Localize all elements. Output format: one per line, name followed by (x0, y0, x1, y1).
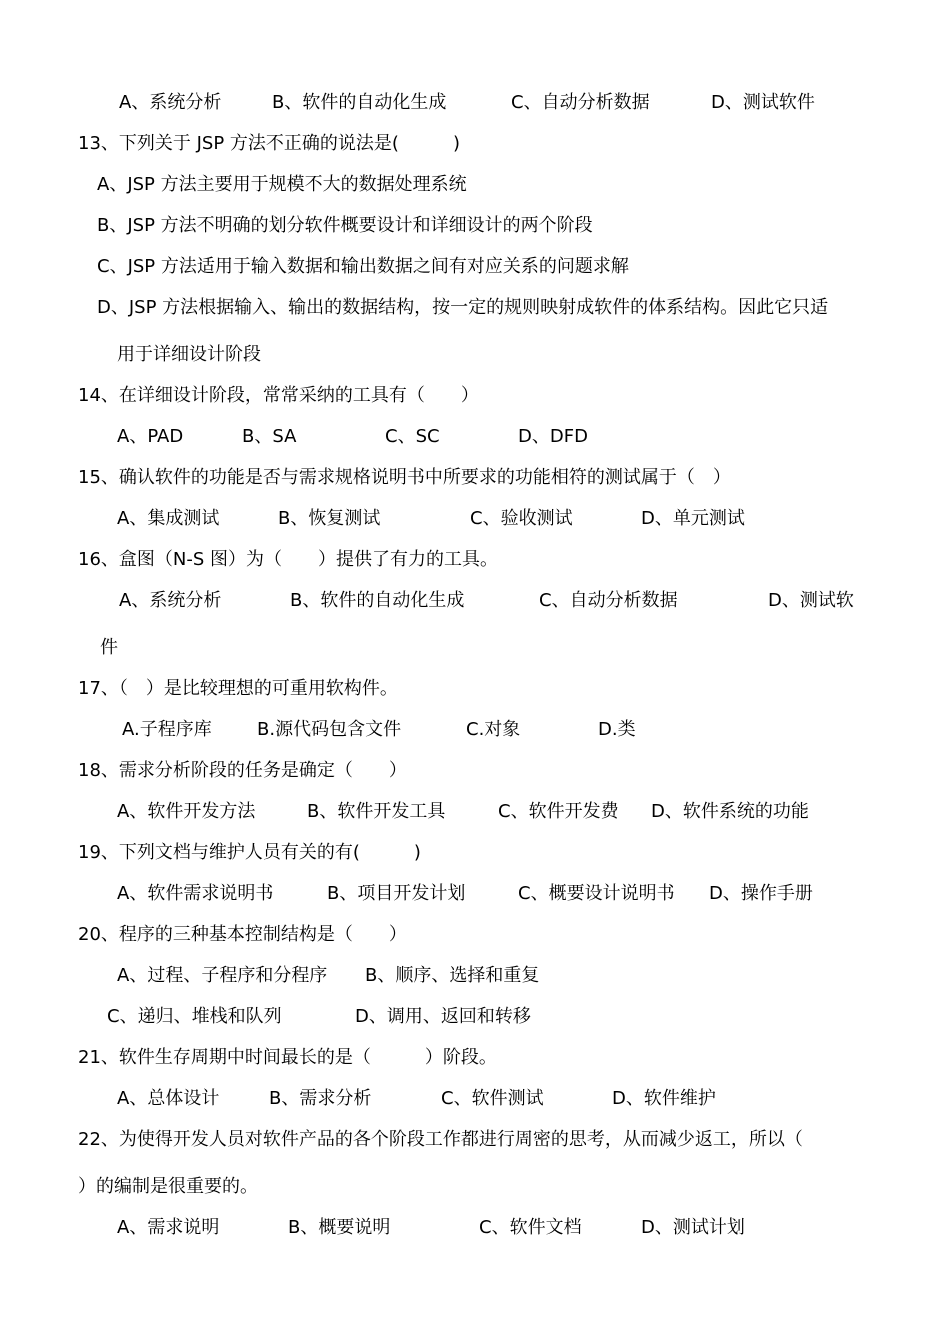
q14-option-a: A、PAD (117, 426, 184, 447)
q19-option-a: A、软件需求说明书 (117, 883, 274, 904)
q18-option-b: B、软件开发工具 (307, 801, 446, 822)
q21-option-c: C、软件测试 (441, 1088, 544, 1109)
q17-option-c: C.对象 (466, 719, 521, 740)
q14-option-d: D、DFD (518, 426, 588, 447)
q22-option-c: C、软件文档 (479, 1217, 582, 1238)
q15-option-d: D、单元测试 (641, 508, 745, 529)
q21-stem: 21、软件生存周期中时间最长的是（ ）阶段。 (78, 1047, 497, 1068)
q18-option-c: C、软件开发费 (498, 801, 619, 822)
q12-option-d: D、测试软件 (711, 92, 815, 113)
q13-stem: 13、下列关于 JSP 方法不正确的说法是( ) (78, 133, 460, 154)
q15-option-a: A、集成测试 (117, 508, 220, 529)
q22-stem-line1: 22、为使得开发人员对软件产品的各个阶段工作都进行周密的思考，从而减少返工，所以（ (78, 1129, 803, 1150)
q15-stem: 15、确认软件的功能是否与需求规格说明书中所要求的功能相符的测试属于（ ） (78, 467, 731, 488)
q16-stem: 16、盒图（N-S 图）为（ ）提供了有力的工具。 (78, 549, 499, 570)
q17-option-b: B.源代码包含文件 (257, 719, 402, 740)
q13-option-b: B、JSP 方法不明确的划分软件概要设计和详细设计的两个阶段 (97, 215, 593, 236)
q13-option-d-line1: D、JSP 方法根据输入、输出的数据结构，按一定的规则映射成软件的体系结构。因此它只适 (97, 297, 829, 318)
q22-option-a: A、需求说明 (117, 1217, 220, 1238)
q19-option-c: C、概要设计说明书 (518, 883, 675, 904)
q19-option-b: B、项目开发计划 (327, 883, 466, 904)
q15-option-b: B、恢复测试 (278, 508, 381, 529)
q18-option-d: D、软件系统的功能 (651, 801, 809, 822)
q22-stem-line2: ）的编制是很重要的。 (78, 1176, 258, 1197)
q21-option-a: A、总体设计 (117, 1088, 220, 1109)
q13-option-a: A、JSP 方法主要用于规模不大的数据处理系统 (97, 174, 467, 195)
q19-option-d: D、操作手册 (709, 883, 813, 904)
q21-option-b: B、需求分析 (269, 1088, 372, 1109)
q20-option-b: B、顺序、选择和重复 (365, 965, 540, 986)
q16-option-c: C、自动分析数据 (539, 590, 678, 611)
q14-stem: 14、在详细设计阶段，常常采纳的工具有（ ） (78, 385, 479, 406)
q20-stem: 20、程序的三种基本控制结构是（ ） (78, 924, 407, 945)
q19-stem: 19、下列文档与维护人员有关的有( ) (78, 842, 421, 863)
q15-option-c: C、验收测试 (470, 508, 573, 529)
q16-option-d-line2: 件 (100, 637, 118, 658)
q18-stem: 18、需求分析阶段的任务是确定（ ） (78, 760, 407, 781)
q21-option-d: D、软件维护 (612, 1088, 716, 1109)
q17-stem: 17、（ ）是比较理想的可重用软构件。 (78, 678, 398, 699)
q14-option-c: C、SC (385, 426, 440, 447)
q14-option-b: B、SA (242, 426, 297, 447)
q20-option-a: A、过程、子程序和分程序 (117, 965, 328, 986)
q17-option-a: A.子程序库 (122, 719, 212, 740)
q16-option-d-line1: D、测试软 (768, 590, 854, 611)
q12-option-c: C、自动分析数据 (511, 92, 650, 113)
q13-option-c: C、JSP 方法适用于输入数据和输出数据之间有对应关系的问题求解 (97, 256, 629, 277)
q22-option-b: B、概要说明 (288, 1217, 391, 1238)
q22-option-d: D、测试计划 (641, 1217, 745, 1238)
q20-option-c: C、递归、堆栈和队列 (107, 1006, 282, 1027)
q18-option-a: A、软件开发方法 (117, 801, 256, 822)
q20-option-d: D、调用、返回和转移 (355, 1006, 531, 1027)
q13-option-d-line2: 用于详细设计阶段 (117, 344, 261, 365)
q16-option-b: B、软件的自动化生成 (290, 590, 465, 611)
q12-option-a: A、系统分析 (119, 92, 222, 113)
q12-option-b: B、软件的自动化生成 (272, 92, 447, 113)
q17-option-d: D.类 (598, 719, 636, 740)
q16-option-a: A、系统分析 (119, 590, 222, 611)
